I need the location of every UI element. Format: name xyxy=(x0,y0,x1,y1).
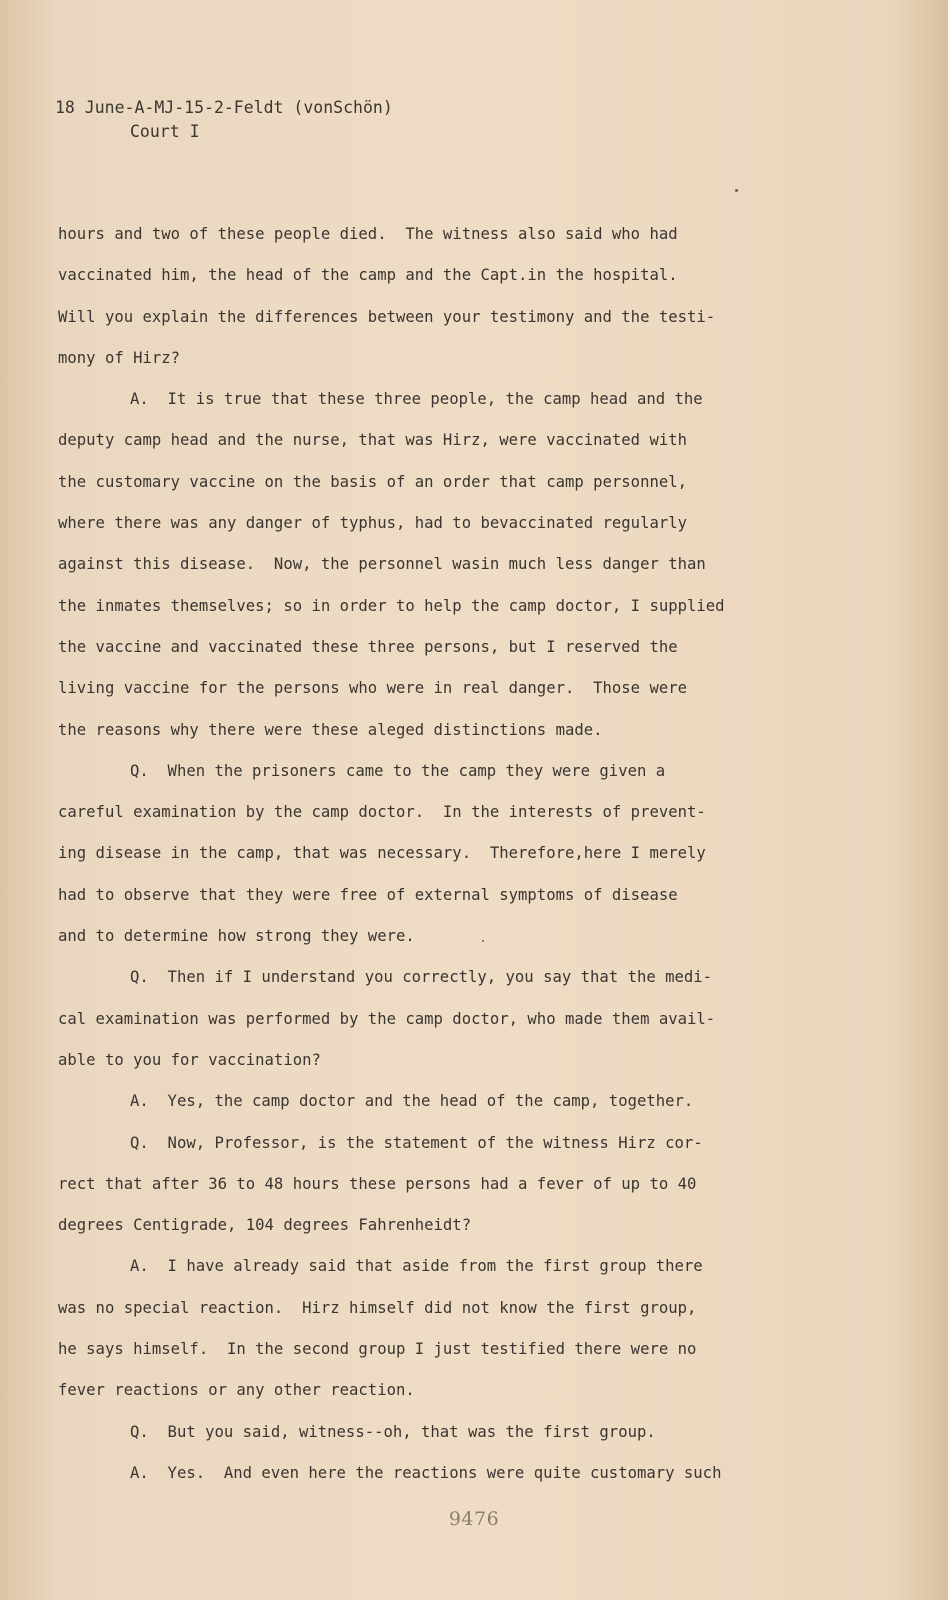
paper-speck xyxy=(735,189,738,192)
transcript-line: he says himself. In the second group I just testified there were no xyxy=(58,1340,697,1359)
transcript-body xyxy=(58,214,898,1494)
transcript-line: Q. Now, Professor, is the statement of the witness Hirz cor- xyxy=(130,1133,703,1152)
transcript-line: the inmates themselves; so in order to help the camp doctor, I supplied xyxy=(58,596,725,615)
transcript-line: had to observe that they were free of external symptoms of disease xyxy=(58,885,678,904)
transcript-line: hours and two of these people died. The witness also said who had xyxy=(58,225,678,243)
header-reference-line: 18 June-A-MJ-15-2-Feldt (vonSchön) xyxy=(55,98,393,117)
transcript-line: cal examination was performed by the camp doctor, who made them avail- xyxy=(58,1009,716,1028)
transcript-line: able to you for vaccination? xyxy=(58,1050,321,1069)
transcript-line: A. I have already said that aside from the first group there xyxy=(130,1257,703,1276)
transcript-line: and to determine how strong they were. xyxy=(58,927,415,946)
transcript-line: fever reactions or any other reaction. xyxy=(58,1381,415,1400)
transcript-line: mony of Hirz? xyxy=(58,348,181,367)
transcript-line: degrees Centigrade, 104 degrees Fahrenheidt? xyxy=(58,1216,472,1235)
document-header xyxy=(55,96,393,144)
transcript-line: Q. But you said, witness--oh, that was the first group. xyxy=(130,1422,656,1441)
transcript-line: against this disease. Now, the personnel wasin much less danger than xyxy=(58,555,706,574)
transcript-line: living vaccine for the persons who were in real danger. Those were xyxy=(58,679,688,698)
paper-speck xyxy=(482,940,484,942)
transcript-line: where there was any danger of typhus, had to bevaccinated regularly xyxy=(58,514,688,533)
transcript-line: ing disease in the camp, that was necessary. Therefore,here I merely xyxy=(58,844,706,863)
transcript-line: A. It is true that these three people, the camp head and the xyxy=(130,390,703,409)
transcript-line: the reasons why there were these aleged distinctions made. xyxy=(58,720,603,739)
transcript-line: A. Yes. And even here the reactions were quite customary such xyxy=(130,1463,722,1482)
transcript-line: vaccinated him, the head of the camp and the Capt.in the hospital. xyxy=(58,266,678,285)
page-number: 9476 xyxy=(448,1508,500,1530)
transcript-line: deputy camp head and the nurse, that was Hirz, were vaccinated with xyxy=(58,431,688,450)
transcript-line: Will you explain the differences between your testimony and the testi- xyxy=(58,307,716,326)
transcript-line: Q. Then if I understand you correctly, you say that the medi- xyxy=(130,968,713,987)
transcript-line: the customary vaccine on the basis of an order that camp personnel, xyxy=(58,472,688,491)
transcript-line: rect that after 36 to 48 hours these persons had a fever of up to 40 xyxy=(58,1174,697,1193)
transcript-line: was no special reaction. Hirz himself did not know the first group, xyxy=(58,1298,697,1317)
transcript-line: the vaccine and vaccinated these three persons, but I reserved the xyxy=(58,637,678,656)
transcript-line: A. Yes, the camp doctor and the head of the camp, together. xyxy=(130,1092,694,1111)
transcript-line: Q. When the prisoners came to the camp they were given a xyxy=(130,761,666,780)
header-court-line: Court I xyxy=(130,122,200,141)
transcript-line: careful examination by the camp doctor. In the interests of prevent- xyxy=(58,803,706,822)
